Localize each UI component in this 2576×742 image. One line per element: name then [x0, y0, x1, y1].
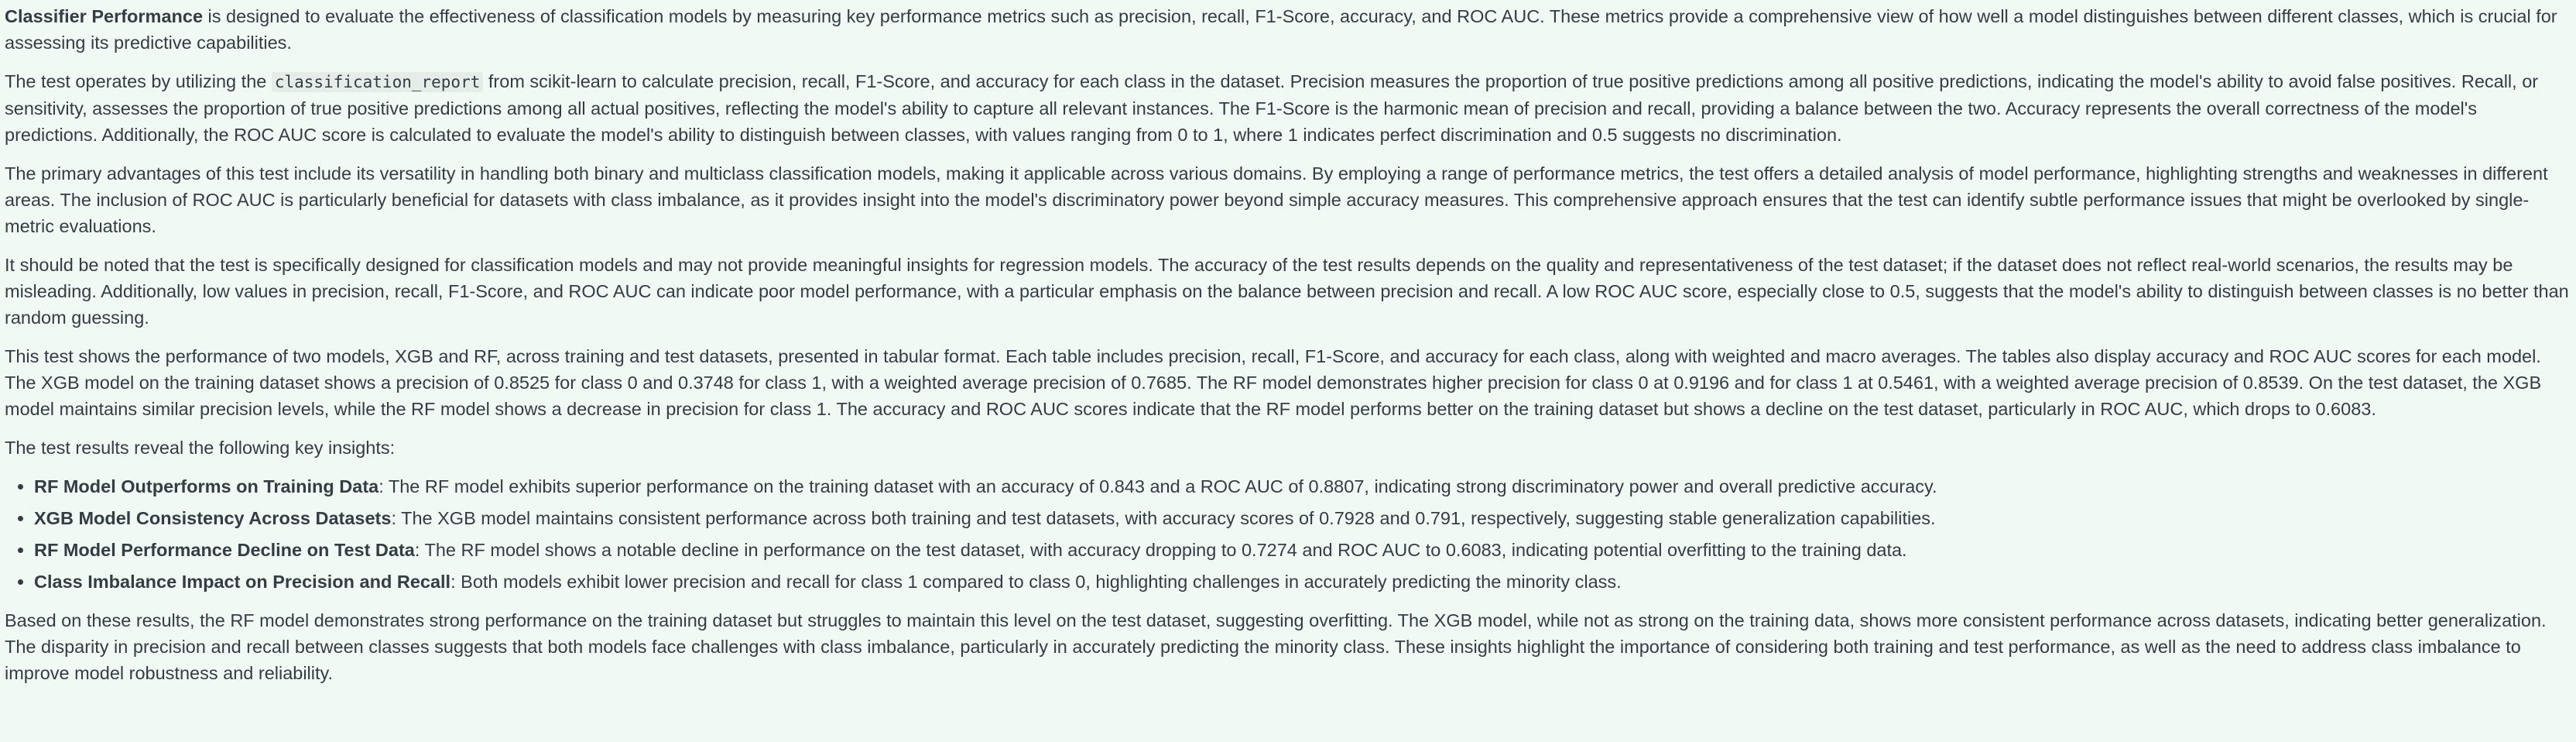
- results-summary-paragraph: This test shows the performance of two models, XGB and RF, across training and test datasets, presented in tabular format. Each table includes precision, recall, F1-Score, and accuracy for each class, along with weighted and macro averages. The tables also display accuracy and ROC AUC scores for each model. The XGB model on the training dataset shows a precision of 0.8525 for class 0 and 0.3748 for class 1, with a weighted average precision of 0.7685. The RF model demonstrates higher precision for class 0 at 0.9196 and for class 1 at 0.5461, with a weighted average precision of 0.8539. On the test dataset, the XGB model maintains similar precision levels, while the RF model shows a decrease in precision for class 1. The accuracy and ROC AUC scores indicate that the RF model performs better on the training dataset but shows a decline on the test dataset, particularly in ROC AUC, which drops to 0.6083.: [5, 346, 2542, 419]
- limitations-paragraph: It should be noted that the test is specifically designed for classification models and may not provide meaningful insights for regression models. The accuracy of the test results depends on the quality and representativeness of the test dataset; if the dataset does not reflect real-world scenarios, the results may be misleading. Additionally, low values in precision, recall, F1-Score, and ROC AUC can indicate poor model performance, with a particular emphasis on the balance between precision and recall. A low ROC AUC score, especially close to 0.5, suggests that the model's ability to distinguish between classes is no better than random guessing.: [5, 255, 2569, 328]
- insight-title: XGB Model Consistency Across Datasets: [34, 508, 392, 528]
- code-classification-report: classification_report: [272, 72, 484, 92]
- advantages-paragraph: The primary advantages of this test include its versatility in handling both binary and multiclass classification models, making it applicable across various domains. By employing a range of performance metrics, the test offers a detailed analysis of model performance, highlighting strengths and weaknesses in different areas. The inclusion of ROC AUC is particularly beneficial for datasets with class imbalance, as it provides insight into the model's discriminatory power beyond simple accuracy measures. This comprehensive approach ensures that the test can identify subtle performance issues that might be overlooked by single-metric evaluations.: [5, 163, 2548, 236]
- insight-title: RF Model Performance Decline on Test Data: [34, 540, 415, 560]
- intro-text: is designed to evaluate the effectiveness of classification models by measuring key performance metrics such as precision, recall, F1-Score, accuracy, and ROC AUC. These metrics provide a comprehensive view of how well a model distinguishes between different classes, which is crucial for assessing its predictive capabilities.: [5, 6, 2557, 53]
- method-paragraph: [5, 68, 2571, 148]
- insight-text: : The RF model shows a notable decline in performance on the test dataset, with accuracy dropping to 0.7274 and ROC AUC to 0.6083, indicating potential overfitting to the training data.: [414, 540, 1907, 560]
- insight-title: RF Model Outperforms on Training Data: [34, 476, 379, 496]
- insight-text: : The RF model exhibits superior performance on the training dataset with an accuracy of 0.843 and a ROC AUC of 0.8807, indicating strong discriminatory power and overall predictive accuracy.: [379, 476, 1937, 496]
- insight-text: : The XGB model maintains consistent performance across both training and test datasets, with accuracy scores of 0.7928 and 0.791, respectively, suggesting stable generalization capabilities.: [391, 508, 1936, 528]
- insight-item: [34, 473, 2571, 500]
- intro-paragraph: [5, 3, 2571, 56]
- test-name: Classifier Performance: [5, 6, 204, 26]
- insight-item: [34, 569, 2571, 595]
- insights-intro: The test results reveal the following key insights:: [5, 438, 396, 458]
- method-text-after: from scikit-learn to calculate precision, recall, F1-Score, and accuracy for each class in the dataset. Precision measures the proportion of true positive predictions among all positive predictions, indicating the model's ability to avoid false positives. Recall, or sensitivity, assesses the proportion of true positive predictions among all actual positives, reflecting the model's ability to capture all relevant instances. The F1-Score is the harmonic mean of precision and recall, providing a balance between the two. Accuracy represents the overall correctness of the model's predictions. Additionally, the ROC AUC score is calculated to evaluate the model's ability to distinguish between classes, with values ranging from 0 to 1, where 1 indicates perfect discrimination and 0.5 suggests no discrimination.: [5, 71, 2539, 145]
- insight-item: [34, 537, 2571, 563]
- conclusion-paragraph: Based on these results, the RF model demonstrates strong performance on the training dataset but struggles to maintain this level on the test dataset, suggesting overfitting. The XGB model, while not as strong on the training data, shows more consistent performance across datasets, indicating better generalization. The disparity in precision and recall between classes suggests that both models face challenges with class imbalance, particularly in accurately predicting the minority class. These insights highlight the importance of considering both training and test performance, as well as the need to address class imbalance to improve model robustness and reliability.: [5, 610, 2547, 683]
- insights-list: [5, 473, 2571, 595]
- insight-item: [34, 505, 2571, 531]
- insight-text: : Both models exhibit lower precision and recall for class 1 compared to class 0, highlighting challenges in accurately predicting the minority class.: [450, 572, 1622, 592]
- method-text-before: The test operates by utilizing the: [5, 71, 272, 91]
- insight-title: Class Imbalance Impact on Precision and Recall: [34, 572, 451, 592]
